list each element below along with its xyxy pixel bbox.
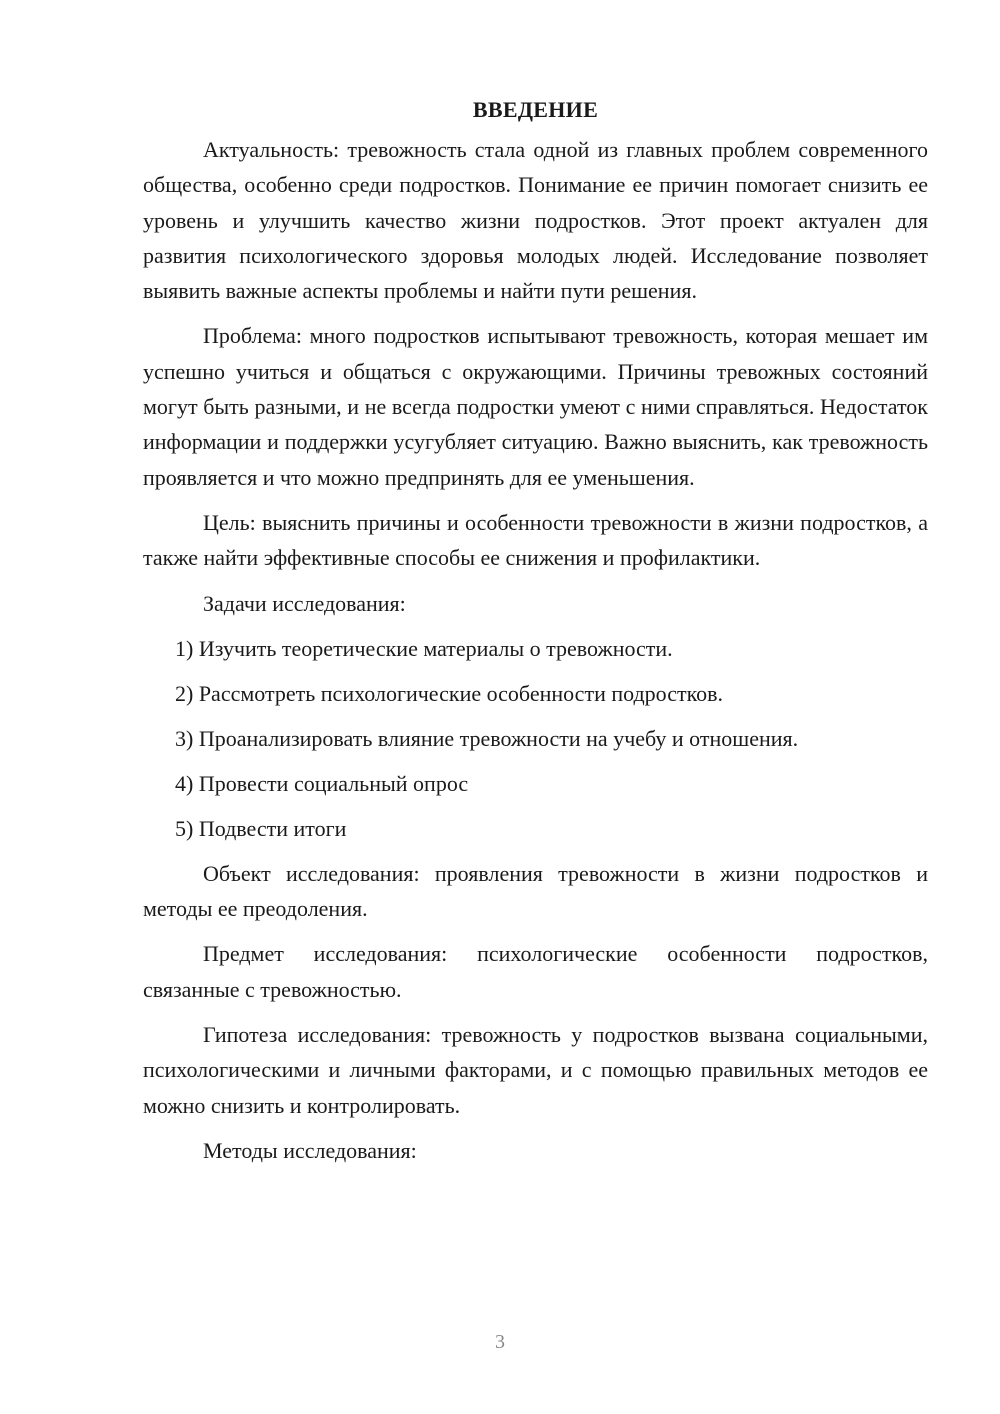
- list-item: 1) Изучить теоретические материалы о тревожности.: [175, 635, 673, 661]
- section-heading: ВВЕДЕНИЕ: [472, 97, 599, 122]
- task-list: [143, 631, 928, 846]
- list-item: 2) Рассмотреть психологические особенности подростков.: [175, 680, 724, 706]
- paragraph-hypothesis: Гипотеза исследования: тревожность у подростков вызвана социальными, психологическими и личными факторами, и с помощью правильных методов ее можно снизить и контролировать.: [143, 1022, 928, 1118]
- list-item: 5) Подвести итоги: [175, 815, 347, 841]
- page-number: 3: [495, 1331, 505, 1353]
- list-item: 4) Провести социальный опрос: [175, 770, 469, 796]
- paragraph-methods-title: Методы исследования:: [203, 1137, 417, 1163]
- paragraph-goal: Цель: выяснить причины и особенности тревожности в жизни подростков, а также найти эффективные способы ее снижения и профилактики.: [143, 509, 928, 571]
- list-item: 3) Проанализировать влияние тревожности на учебу и отношения.: [175, 725, 799, 751]
- paragraph-tasks-title: Задачи исследования:: [203, 590, 406, 616]
- document-page: [143, 92, 928, 1178]
- paragraph-subject: Предмет исследования: психологические особенности подростков, связанные с тревожностью.: [143, 941, 928, 1002]
- paragraph-object: Объект исследования: проявления тревожности в жизни подростков и методы ее преодоления.: [143, 860, 928, 922]
- paragraph-problem: Проблема: много подростков испытывают тревожность, которая мешает им успешно учиться и общаться с окружающими. Причины тревожных состояний могут быть разными, и не всегда подростки умеют с ними справляться. Недостаток информации и поддержки усугубляет ситуацию. Важно выяснить, как тревожность проявляется и что можно предпринять для ее уменьшения.: [143, 323, 928, 490]
- paragraph-relevance: Актуальность: тревожность стала одной из главных проблем современного общества, особенно среди подростков. Понимание ее причин помогает снизить ее уровень и улучшить качество жизни подростков. Этот проект актуален для развития психологического здоровья молодых людей. Исследование позволяет выявить важные аспекты проблемы и найти пути решения.: [143, 137, 928, 304]
